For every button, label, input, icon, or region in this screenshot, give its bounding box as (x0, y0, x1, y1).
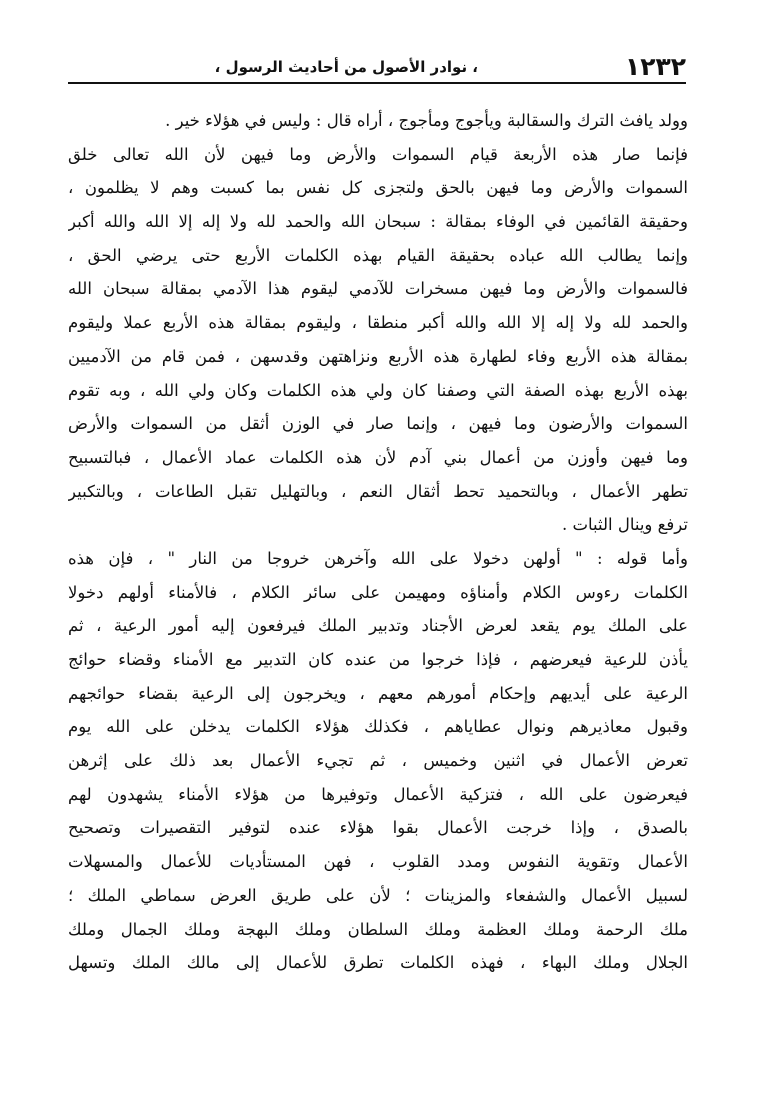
text-line: وحقيقة القائمين في الوفاء بمقالة : سبحان الله والحمد لله ولا إله إلا الله والله أكبر (68, 212, 688, 232)
text-line: ملك الرحمة وملك العظمة وملك السلطان وملك البهجة وملك الجمال وملك (68, 919, 688, 939)
text-line: ترفع وينال الثبات . (561, 515, 688, 535)
page-number: ١٢٣٢ (624, 52, 686, 81)
header-rule (68, 82, 686, 84)
text-line: بمقالة هذه الأربع وفاء لطهارة هذه الأربع ونزاهتهن وقدسهن ، فمن قام من الآدميين (68, 346, 688, 366)
text-line: وأما قوله : " أولهن دخولا على الله وآخرهن خروجا من النار " ، فإن هذه (68, 548, 688, 568)
text-line: وولد يافث الترك والسقالبة ويأجوج ومأجوج ، أراه قال : وليس في هؤلاء خير . (165, 111, 688, 130)
text-line: الكلمات رءوس الكلام وأمناؤه ومهيمن على سائر الكلام ، فالأمناء أولهم دخولا (68, 582, 688, 602)
text-line: السموات والأرضون وما فيهن ، وإنما صار في الوزن أثقل من السموات والأرض (68, 414, 688, 434)
text-line: وإنما يطالب الله عباده بحقيقة القيام بهذه الكلمات الأربع حتى يرضي الحق ، (68, 245, 688, 265)
text-line: بهذه الأربع بهذه الصفة التي وصفنا كان ولي هذه الكلمات وكان ولي الله ، وبه تقوم (68, 380, 688, 400)
text-line: الرعية على أيديهم وإحكام أمورهم معهم ، ويخرجون إلى الرعية بقضاء حوائجهم (68, 683, 688, 703)
text-line: تعرض الأعمال في اثنين وخميس ، ثم تجيء الأعمال بعد ذلك على إثرهن (68, 751, 688, 771)
text-line: تطهر الأعمال ، وبالتحميد تحط أثقال النعم ، وبالتهليل تقبل الطاعات ، وبالتكبير (68, 481, 688, 501)
text-line: على الملك يوم يقعد لعرض الأجناد وتدبير الملك فيرفعون إليه أمور الرعية ، ثم (68, 616, 688, 636)
text-line: يأذن للرعية فيعرضهم ، فإذا خرجوا من عنده كان التدبير مع الأمناء وقضاء حوائج (68, 650, 688, 669)
text-line: والحمد لله ولا إله إلا الله والله أكبر منطقا ، وليقوم بمقالة هذه الأربع عملا وليقوم (68, 313, 688, 333)
text-line: السموات والأرض وما فيهن بالحق ولتجزى كل نفس بما كسبت وهم لا يظلمون ، (68, 178, 688, 198)
body-text (68, 104, 688, 980)
text-line: الجلال وملك البهاء ، فهذه الكلمات تطرق للأعمال إلى مالك الملك وتسهل (68, 953, 688, 973)
text-line: وقبول معاذيرهم ونوال عطاياهم ، فكذلك هؤلاء الكلمات يدخلن على الله يوم (68, 717, 688, 737)
page-header (68, 52, 686, 82)
text-line: الأعمال وتقوية النفوس ومدد القلوب ، فهن المستأديات للأعمال والمسهلات (68, 852, 688, 872)
text-line: فإنما صار هذه الأربعة قيام السموات والأرض وما فيهن لأن الله تعالى خلق (68, 144, 688, 164)
text-line: لسبيل الأعمال والشفعاء والمزينات ؛ لأن على طريق العرض سماطي الملك ؛ (68, 885, 688, 905)
text-line: وما فيهن وأوزن من أعمال بني آدم لأن هذه الكلمات عماد الأعمال ، فبالتسبيح (68, 447, 688, 467)
text-line: فيعرضون على الله ، فتزكية الأعمال وتوفيرها من هؤلاء الأمناء يشهدون لهم (68, 784, 688, 804)
text-line: فالسموات والأرض وما فيهن مسخرات للآدمي ليقوم هذا الآدمي بمقالة سبحان الله (68, 279, 688, 299)
running-title: ، نوادر الأصول من أحاديث الرسول ، (214, 58, 478, 76)
text-line: بالصدق ، وإذا خرجت الأعمال بقوا هؤلاء عنده لتوفير التقصيرات وتصحيح (68, 818, 688, 838)
